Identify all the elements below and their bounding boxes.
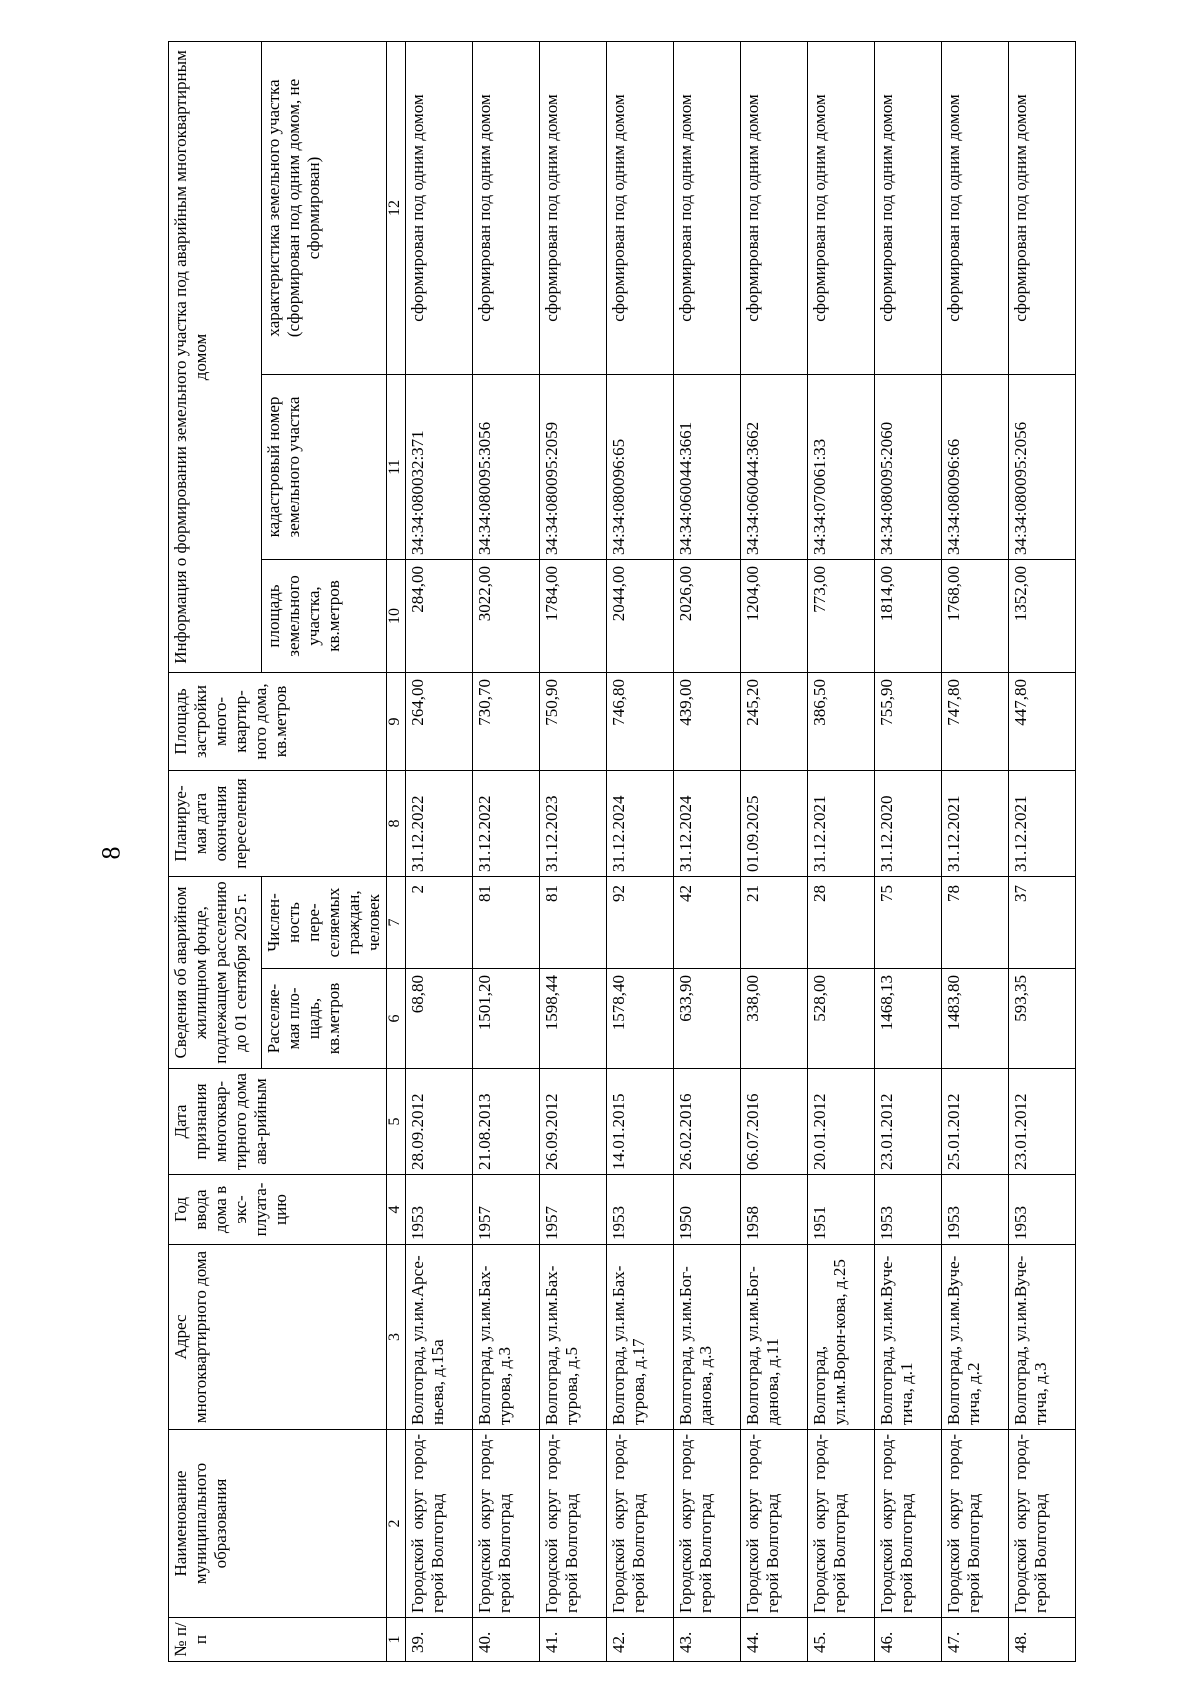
resettled-area-cell: 528,00 [808, 969, 875, 1069]
municipality-cell: Городской округ город-герой Волгоград [1009, 1430, 1076, 1618]
resettled-area-cell: 1501,20 [473, 969, 540, 1069]
address-cell: Волгоград, ул.им.Бах-турова, д.5 [540, 1245, 607, 1430]
column-number: 3 [387, 1245, 406, 1430]
year-cell: 1950 [674, 1175, 741, 1245]
recognition-date-cell: 06.07.2016 [741, 1069, 808, 1175]
rotated-table-sheet [168, 42, 1190, 1662]
people-count-cell: 81 [540, 877, 607, 969]
land-characteristic-cell: сформирован под одним домом [406, 41, 473, 374]
row-number: 42. [607, 1618, 674, 1662]
header-cadastral-number: кадастровый номер земельного участка [262, 375, 387, 560]
row-number: 48. [1009, 1618, 1076, 1662]
land-characteristic-cell: сформирован под одним домом [875, 41, 942, 374]
header-planned-date: Планируе-мая дата окончания переселения [169, 771, 387, 877]
recognition-date-cell: 23.01.2012 [1009, 1069, 1076, 1175]
table-row [674, 41, 741, 1661]
address-cell: Волгоград, ул.им.Вуче-тича, д.2 [942, 1245, 1009, 1430]
header-recognition-date: Дата признания многоквар-тирного дома ава-рийным [169, 1069, 387, 1175]
recognition-date-cell: 25.01.2012 [942, 1069, 1009, 1175]
land-characteristic-cell: сформирован под одним домом [942, 41, 1009, 374]
table-row [942, 41, 1009, 1661]
table-body [406, 41, 1076, 1661]
year-cell: 1953 [875, 1175, 942, 1245]
cadastral-number-cell: 34:34:080096:66 [942, 375, 1009, 560]
planned-date-cell: 31.12.2021 [1009, 771, 1076, 877]
header-land-characteristic: характеристика земельного участка (сформирован под одним домом, не сформирован) [262, 41, 387, 374]
resettled-area-cell: 338,00 [741, 969, 808, 1069]
year-cell: 1953 [1009, 1175, 1076, 1245]
land-characteristic-cell: сформирован под одним домом [540, 41, 607, 374]
row-number: 39. [406, 1618, 473, 1662]
recognition-date-cell: 26.02.2016 [674, 1069, 741, 1175]
people-count-cell: 2 [406, 877, 473, 969]
people-count-cell: 42 [674, 877, 741, 969]
recognition-date-cell: 14.01.2015 [607, 1069, 674, 1175]
column-number: 7 [387, 877, 406, 969]
municipality-cell: Городской округ город-герой Волгоград [406, 1430, 473, 1618]
building-area-cell: 746,80 [607, 673, 674, 771]
header-number: № п/п [169, 1618, 387, 1662]
header-land-area: площадь земельного участка, кв.метров [262, 560, 387, 673]
column-number: 4 [387, 1175, 406, 1245]
land-characteristic-cell: сформирован под одним домом [1009, 41, 1076, 374]
address-cell: Волгоград, ул.им.Вуче-тича, д.3 [1009, 1245, 1076, 1430]
table-row [875, 41, 942, 1661]
land-area-cell: 2044,00 [607, 560, 674, 673]
planned-date-cell: 31.12.2024 [607, 771, 674, 877]
header-land-group: Информация о формировании земельного участка под аварийным многоквартирным домом [169, 41, 262, 672]
column-number: 11 [387, 375, 406, 560]
column-number: 8 [387, 771, 406, 877]
address-cell: Волгоград, ул.им.Вуче-тича, д.1 [875, 1245, 942, 1430]
cadastral-number-cell: 34:34:080032:371 [406, 375, 473, 560]
municipality-cell: Городской округ город-герой Волгоград [674, 1430, 741, 1618]
municipality-cell: Городской округ город-герой Волгоград [808, 1430, 875, 1618]
resettled-area-cell: 68,80 [406, 969, 473, 1069]
header-address: Адрес многоквартирного дома [169, 1245, 387, 1430]
table-row [607, 41, 674, 1661]
table-row [808, 41, 875, 1661]
municipality-cell: Городской округ город-герой Волгоград [741, 1430, 808, 1618]
header-people-count: Числен-ность пере-селяемых граждан, человек [262, 877, 387, 969]
planned-date-cell: 31.12.2022 [473, 771, 540, 877]
table-row [1009, 41, 1076, 1661]
year-cell: 1957 [540, 1175, 607, 1245]
emergency-housing-table [168, 41, 1076, 1662]
column-number: 5 [387, 1069, 406, 1175]
resettled-area-cell: 1483,80 [942, 969, 1009, 1069]
building-area-cell: 750,90 [540, 673, 607, 771]
land-area-cell: 773,00 [808, 560, 875, 673]
cadastral-number-cell: 34:34:070061:33 [808, 375, 875, 560]
land-area-cell: 1204,00 [741, 560, 808, 673]
people-count-cell: 75 [875, 877, 942, 969]
header-municipality: Наименование муниципального образования [169, 1430, 387, 1618]
row-number: 40. [473, 1618, 540, 1662]
municipality-cell: Городской округ город-герой Волгоград [875, 1430, 942, 1618]
table-row [741, 41, 808, 1661]
cadastral-number-cell: 34:34:080096:65 [607, 375, 674, 560]
planned-date-cell: 31.12.2023 [540, 771, 607, 877]
municipality-cell: Городской округ город-герой Волгоград [607, 1430, 674, 1618]
municipality-cell: Городской округ город-герой Волгоград [942, 1430, 1009, 1618]
building-area-cell: 755,90 [875, 673, 942, 771]
land-area-cell: 1768,00 [942, 560, 1009, 673]
address-cell: Волгоград, ул.им.Бах-турова, д.3 [473, 1245, 540, 1430]
year-cell: 1953 [942, 1175, 1009, 1245]
header-building-area: Площадь застройки много-квартир-ного дома, кв.метров [169, 673, 387, 771]
cadastral-number-cell: 34:34:080095:3056 [473, 375, 540, 560]
land-characteristic-cell: сформирован под одним домом [808, 41, 875, 374]
planned-date-cell: 01.09.2025 [741, 771, 808, 877]
land-area-cell: 2026,00 [674, 560, 741, 673]
building-area-cell: 264,00 [406, 673, 473, 771]
cadastral-number-cell: 34:34:080095:2060 [875, 375, 942, 560]
recognition-date-cell: 23.01.2012 [875, 1069, 942, 1175]
land-area-cell: 1784,00 [540, 560, 607, 673]
planned-date-cell: 31.12.2021 [808, 771, 875, 877]
cadastral-number-cell: 34:34:080095:2059 [540, 375, 607, 560]
land-area-cell: 1814,00 [875, 560, 942, 673]
land-characteristic-cell: сформирован под одним домом [607, 41, 674, 374]
land-characteristic-cell: сформирован под одним домом [473, 41, 540, 374]
address-cell: Волгоград, ул.им.Бог-данова, д.11 [741, 1245, 808, 1430]
land-area-cell: 284,00 [406, 560, 473, 673]
column-number: 12 [387, 41, 406, 374]
recognition-date-cell: 20.01.2012 [808, 1069, 875, 1175]
table-row [406, 41, 473, 1661]
planned-date-cell: 31.12.2020 [875, 771, 942, 877]
recognition-date-cell: 21.08.2013 [473, 1069, 540, 1175]
column-number: 6 [387, 969, 406, 1069]
land-area-cell: 3022,00 [473, 560, 540, 673]
cadastral-number-cell: 34:34:060044:3662 [741, 375, 808, 560]
header-year: Год ввода дома в экс-плуата-цию [169, 1175, 387, 1245]
municipality-cell: Городской округ город-герой Волгоград [473, 1430, 540, 1618]
recognition-date-cell: 28.09.2012 [406, 1069, 473, 1175]
people-count-cell: 37 [1009, 877, 1076, 969]
row-number: 47. [942, 1618, 1009, 1662]
row-number: 41. [540, 1618, 607, 1662]
cadastral-number-cell: 34:34:060044:3661 [674, 375, 741, 560]
building-area-cell: 747,80 [942, 673, 1009, 771]
table-row [540, 41, 607, 1661]
resettled-area-cell: 1578,40 [607, 969, 674, 1069]
land-characteristic-cell: сформирован под одним домом [674, 41, 741, 374]
table-row [473, 41, 540, 1661]
address-cell: Волгоград, ул.им.Бог-данова, д.3 [674, 1245, 741, 1430]
address-cell: Волгоград, ул.им.Бах-турова, д.17 [607, 1245, 674, 1430]
header-resettled-area: Расселяе-мая пло-щадь, кв.метров [262, 969, 387, 1069]
building-area-cell: 447,80 [1009, 673, 1076, 771]
header-housing-group: Сведения об аварийном жилищном фонде, подлежащем расселению до 01 сентября 2025 г. [169, 877, 262, 1069]
people-count-cell: 78 [942, 877, 1009, 969]
year-cell: 1953 [406, 1175, 473, 1245]
row-number: 43. [674, 1618, 741, 1662]
people-count-cell: 81 [473, 877, 540, 969]
recognition-date-cell: 26.09.2012 [540, 1069, 607, 1175]
building-area-cell: 439,00 [674, 673, 741, 771]
building-area-cell: 245,20 [741, 673, 808, 771]
resettled-area-cell: 1598,44 [540, 969, 607, 1069]
year-cell: 1957 [473, 1175, 540, 1245]
column-number: 1 [387, 1618, 406, 1662]
column-number: 10 [387, 560, 406, 673]
people-count-cell: 28 [808, 877, 875, 969]
row-number: 45. [808, 1618, 875, 1662]
column-number: 9 [387, 673, 406, 771]
resettled-area-cell: 593,35 [1009, 969, 1076, 1069]
address-cell: Волгоград, ул.им.Ворон-кова, д.25 [808, 1245, 875, 1430]
land-characteristic-cell: сформирован под одним домом [741, 41, 808, 374]
page-number: 8 [96, 846, 126, 860]
cadastral-number-cell: 34:34:080095:2056 [1009, 375, 1076, 560]
row-number: 44. [741, 1618, 808, 1662]
resettled-area-cell: 1468,13 [875, 969, 942, 1069]
year-cell: 1953 [607, 1175, 674, 1245]
year-cell: 1951 [808, 1175, 875, 1245]
building-area-cell: 386,50 [808, 673, 875, 771]
planned-date-cell: 31.12.2022 [406, 771, 473, 877]
year-cell: 1958 [741, 1175, 808, 1245]
row-number: 46. [875, 1618, 942, 1662]
people-count-cell: 21 [741, 877, 808, 969]
address-cell: Волгоград, ул.им.Арсе-ньева, д.15а [406, 1245, 473, 1430]
people-count-cell: 92 [607, 877, 674, 969]
municipality-cell: Городской округ город-герой Волгоград [540, 1430, 607, 1618]
planned-date-cell: 31.12.2021 [942, 771, 1009, 877]
land-area-cell: 1352,00 [1009, 560, 1076, 673]
planned-date-cell: 31.12.2024 [674, 771, 741, 877]
resettled-area-cell: 633,90 [674, 969, 741, 1069]
building-area-cell: 730,70 [473, 673, 540, 771]
column-number: 2 [387, 1430, 406, 1618]
